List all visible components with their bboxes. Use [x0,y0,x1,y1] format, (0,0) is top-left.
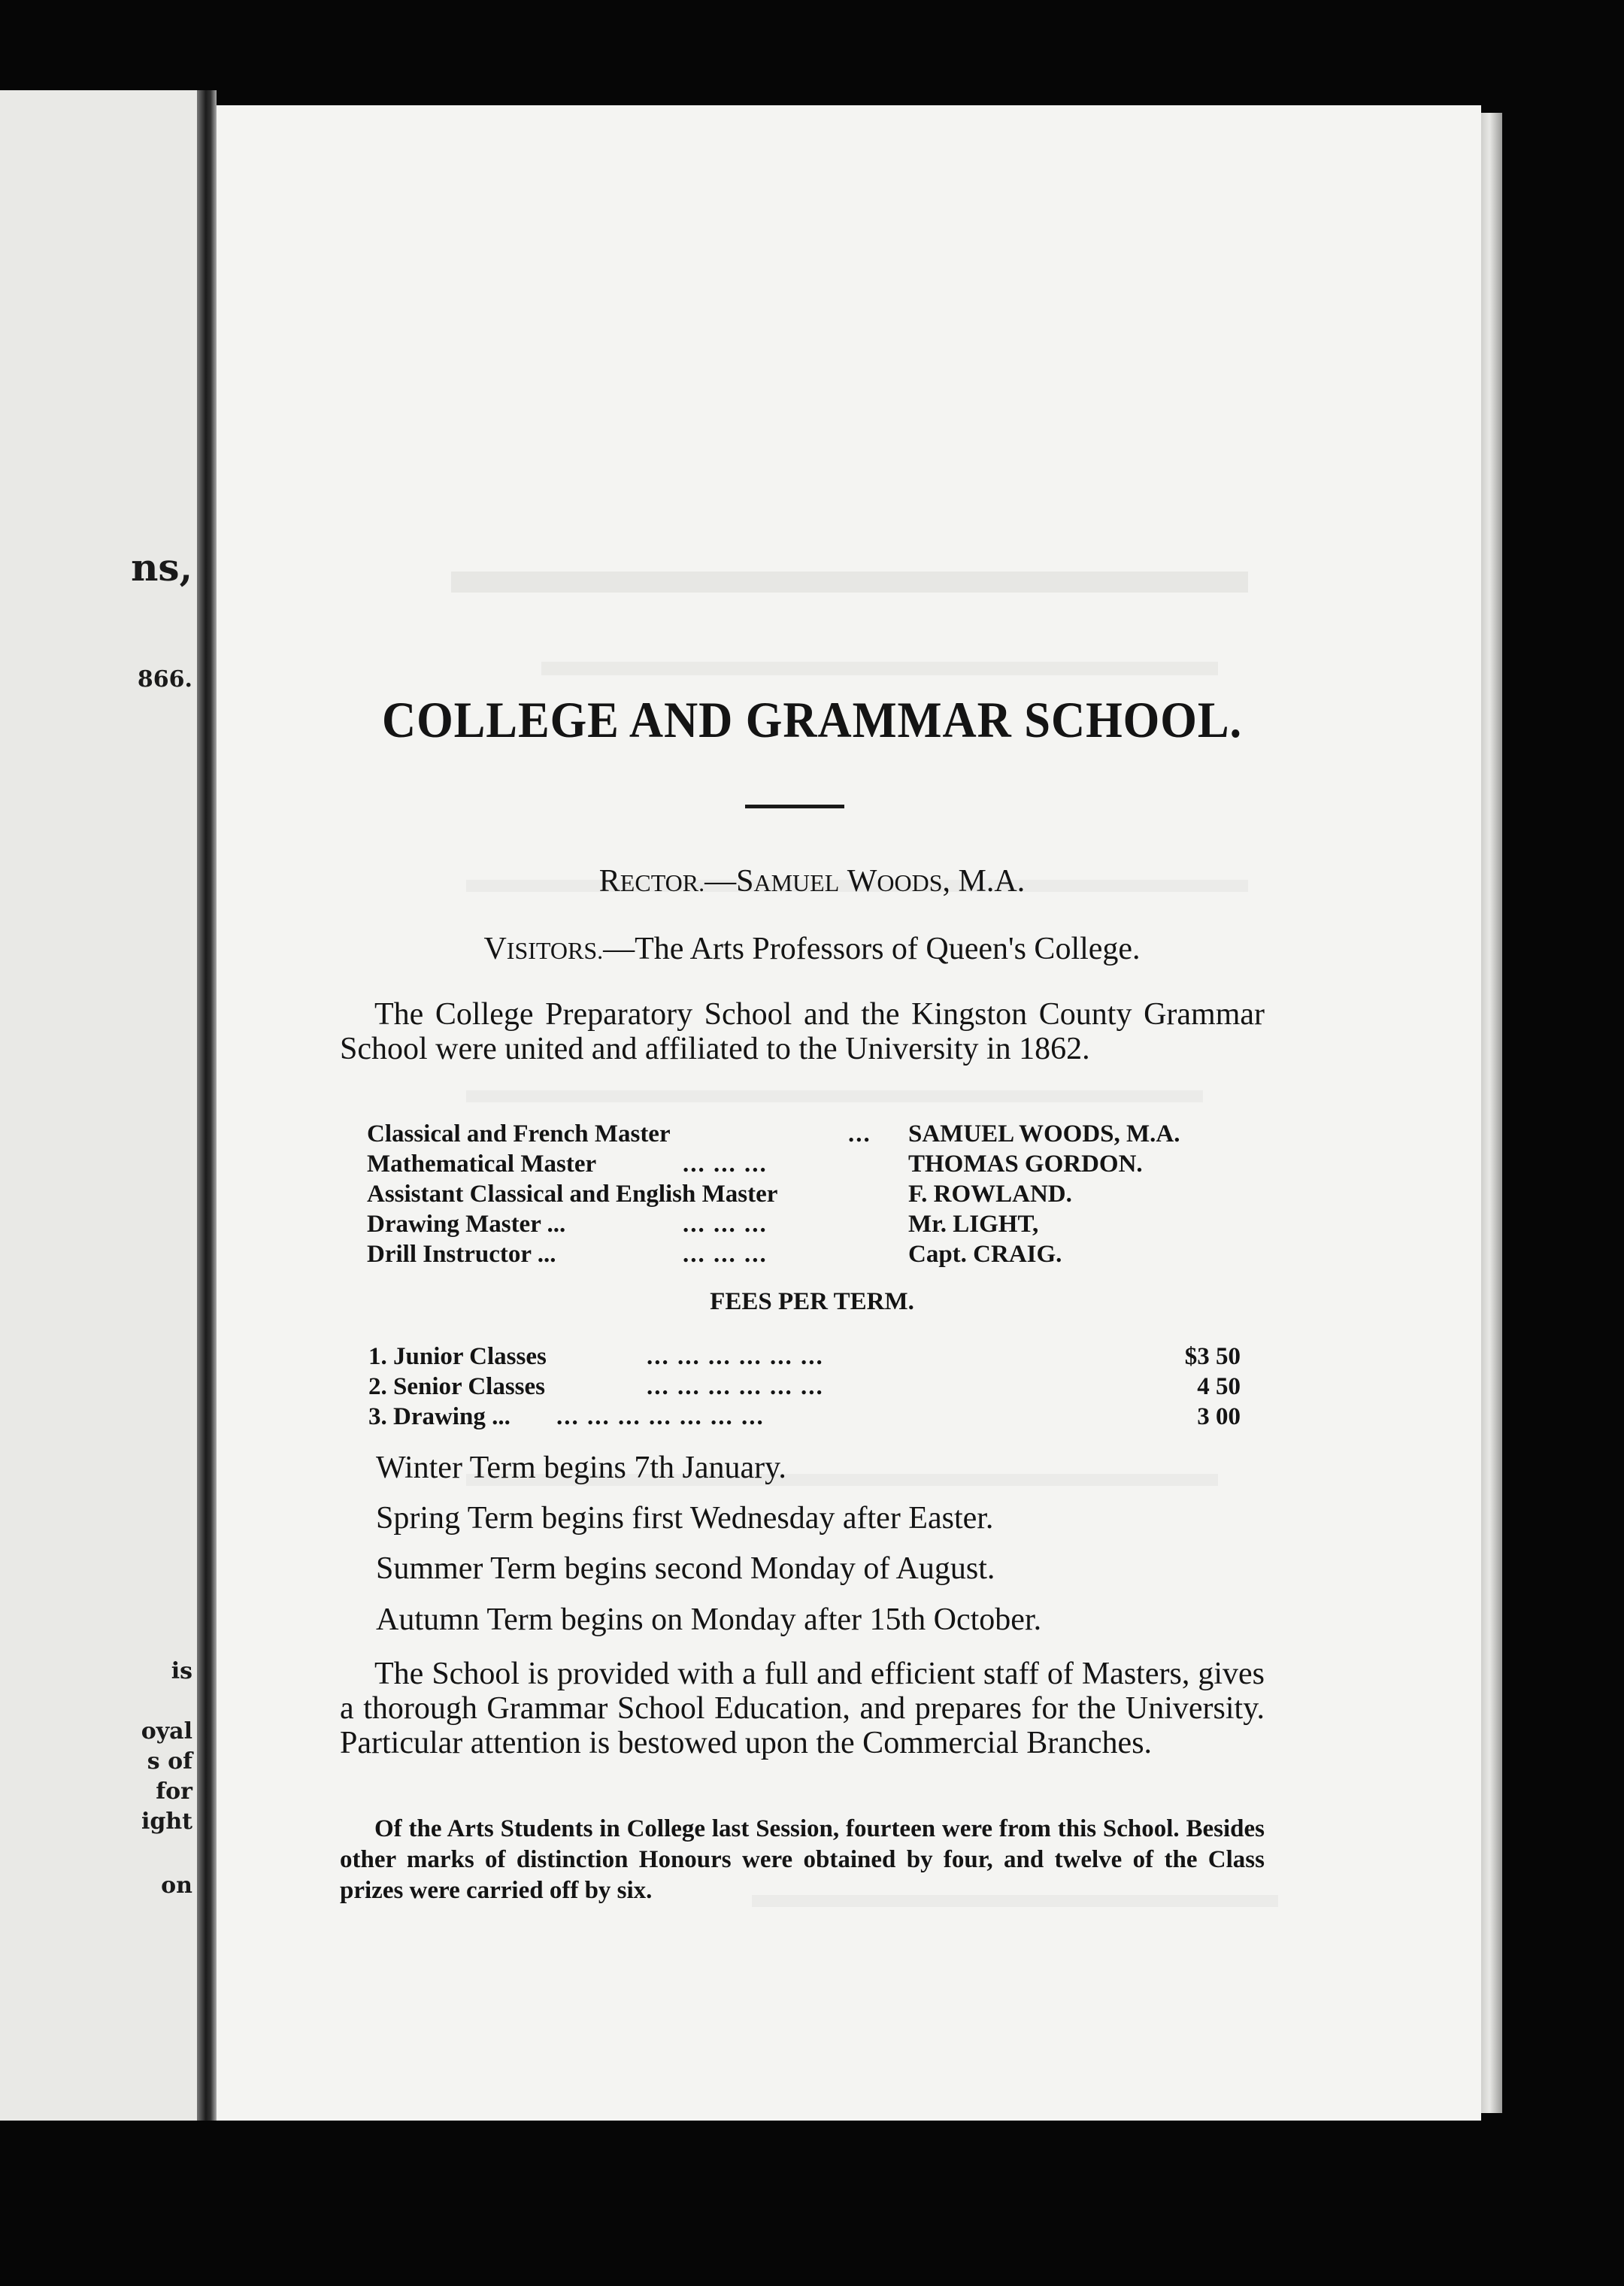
rector-name-w-initial: W [847,864,877,899]
term-line: Summer Term begins second Monday of August. [376,1551,995,1586]
left-page-fragment: 866. [137,666,192,693]
staff-role: Mathematical Master [367,1151,597,1178]
fees-heading: FEES PER TERM. [710,1288,914,1315]
staff-row [367,1181,1269,1211]
fee-row [368,1403,1241,1433]
rector-label-initial: R [598,864,620,899]
fee-dots: ... ... ... ... ... ... [647,1373,824,1400]
page-title: COLLEGE AND GRAMMAR SCHOOL. [381,691,1243,748]
title-rule [745,805,844,808]
staff-paragraph: The School is provided with a full and efficient staff of Masters, gives a thorough Grammar School Education, and prepares for the University. Particular attention is bestowed upon the Commercial Branches. [340,1657,1265,1760]
closing-paragraph: Of the Arts Students in College last Session, fourteen were from this School. Besides other marks of distinction Honours were obtained by four, and twelve of the Class prizes were carried off by six. [340,1815,1265,1904]
left-page-fragment: is [171,1658,192,1684]
staff-row [367,1211,1269,1241]
fee-row [368,1343,1241,1373]
staff-role: Classical and French Master [367,1120,671,1148]
left-page-fragment: oyal [141,1718,192,1745]
rector-name-w-rest: OODS [877,869,943,896]
intro-paragraph: The College Preparatory School and the Kingston County Grammar School were united and affiliated to the University in 1862. [340,997,1265,1066]
visitors-line [0,931,1624,967]
staff-role: Drill Instructor ... [367,1241,556,1268]
left-page-fragment: s of [147,1748,192,1775]
staff-dots: ... ... ... [683,1151,768,1178]
fee-amount: 3 00 [1197,1403,1241,1430]
fee-amount: $3 50 [1184,1343,1241,1370]
term-line: Winter Term begins 7th January. [376,1451,786,1485]
left-page-fragment: for [156,1778,192,1805]
visitors-text: —The Arts Professors of Queen's College. [603,932,1141,966]
staff-name: THOMAS GORDON. [908,1151,1143,1178]
staff-dots: ... ... ... [683,1241,768,1268]
staff-name: Capt. CRAIG. [908,1241,1062,1268]
staff-row [367,1120,1269,1151]
staff-role: Assistant Classical and English Master [367,1181,778,1208]
rector-name-s-initial: S [736,864,754,899]
term-line: Autumn Term begins on Monday after 15th October. [376,1602,1042,1637]
staff-name: SAMUEL WOODS, M.A. [908,1120,1180,1148]
fee-dots: ... ... ... ... ... ... [647,1343,824,1370]
rector-line [0,863,1624,899]
fee-row [368,1373,1241,1403]
staff-role: Drawing Master ... [367,1211,566,1238]
fee-dots: ... ... ... ... ... ... ... [556,1403,765,1430]
rector-degree: , M.A. [942,864,1026,899]
rector-label-rest: ECTOR. [620,869,705,896]
staff-row [367,1241,1269,1271]
rector-dash: — [704,864,737,899]
fee-amount: 4 50 [1197,1373,1241,1400]
rector-name-s-rest: AMUEL [753,869,840,896]
staff-name: Mr. LIGHT, [908,1211,1039,1238]
term-line: Spring Term begins first Wednesday after Easter. [376,1501,994,1536]
staff-row [367,1151,1269,1181]
fee-label: 3. Drawing ... [368,1403,511,1430]
left-page-fragment: on [161,1872,192,1899]
staff-dots: ... ... ... [683,1211,768,1238]
visitors-label-initial: V [483,932,507,966]
visitors-label-rest: ISITORS. [506,937,604,964]
staff-dots: ... [848,1120,871,1148]
left-page-fragment: ns, [131,545,192,590]
left-page-fragment: ight [141,1808,192,1835]
staff-name: F. ROWLAND. [908,1181,1072,1208]
fee-label: 1. Junior Classes [368,1343,547,1370]
fee-label: 2. Senior Classes [368,1373,545,1400]
